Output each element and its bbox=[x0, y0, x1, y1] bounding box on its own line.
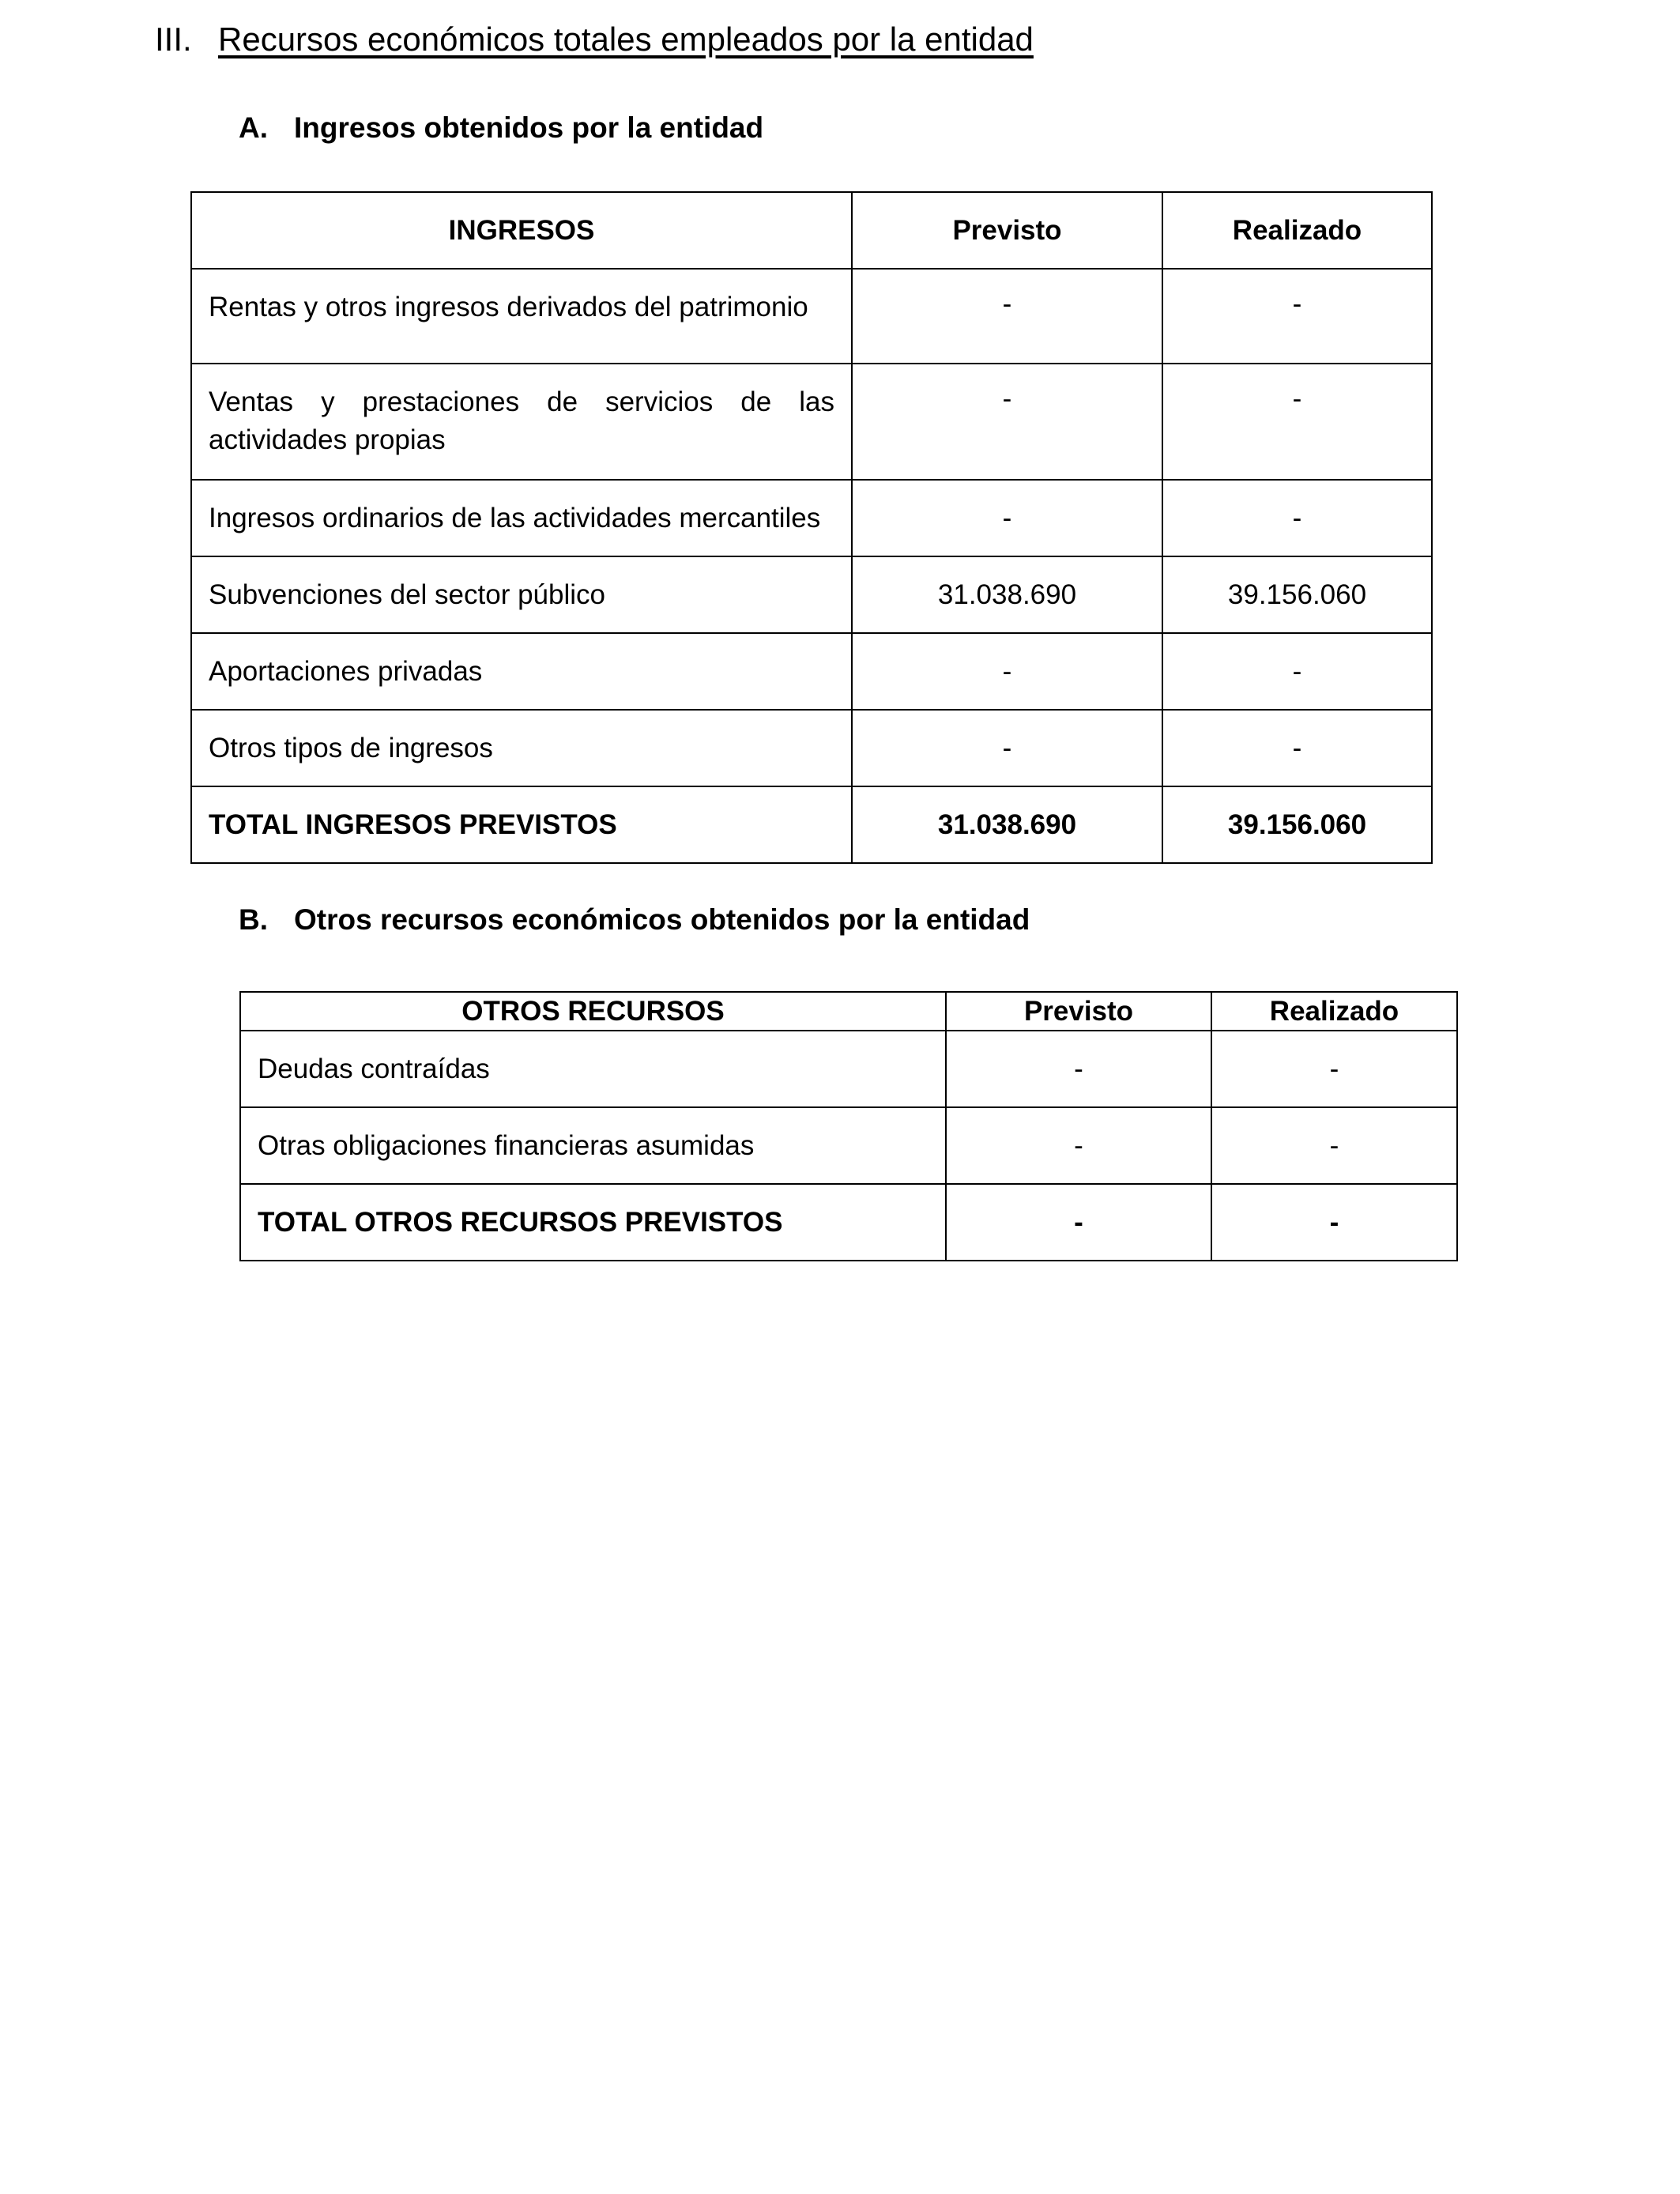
row-label: Subvenciones del sector público bbox=[191, 556, 852, 633]
row-realizado: - bbox=[1162, 633, 1432, 710]
ingresos-table bbox=[190, 191, 1433, 864]
table-row bbox=[240, 1031, 1457, 1107]
section-number: III. bbox=[155, 21, 192, 58]
row-label: Ventas y prestaciones de servicios de las actividades propias bbox=[191, 364, 852, 480]
row-realizado: - bbox=[1162, 269, 1432, 364]
row-previsto: - bbox=[852, 633, 1162, 710]
row-previsto: - bbox=[852, 710, 1162, 786]
table-row bbox=[191, 269, 1432, 364]
header-previsto: Previsto bbox=[946, 992, 1211, 1031]
row-label: Otras obligaciones financieras asumidas bbox=[240, 1107, 946, 1184]
total-previsto: - bbox=[946, 1184, 1211, 1261]
header-ingresos: INGRESOS bbox=[191, 192, 852, 269]
subsection-b-heading bbox=[239, 899, 1030, 941]
header-realizado: Realizado bbox=[1211, 992, 1457, 1031]
total-previsto: 31.038.690 bbox=[852, 786, 1162, 863]
row-label: Deudas contraídas bbox=[240, 1031, 946, 1107]
subsection-a-letter: A. bbox=[239, 111, 268, 144]
row-realizado: - bbox=[1211, 1031, 1457, 1107]
header-realizado: Realizado bbox=[1162, 192, 1432, 269]
row-label: Otros tipos de ingresos bbox=[191, 710, 852, 786]
subsection-b-letter: B. bbox=[239, 903, 268, 936]
table-total-row bbox=[191, 786, 1432, 863]
table-row bbox=[191, 480, 1432, 556]
total-realizado: 39.156.060 bbox=[1162, 786, 1432, 863]
row-label: Ingresos ordinarios de las actividades mercantiles bbox=[191, 480, 852, 556]
row-realizado: 39.156.060 bbox=[1162, 556, 1432, 633]
section-heading bbox=[155, 14, 1034, 65]
table-row bbox=[191, 710, 1432, 786]
table-header-row bbox=[191, 192, 1432, 269]
row-previsto: 31.038.690 bbox=[852, 556, 1162, 633]
otros-recursos-table bbox=[239, 991, 1458, 1261]
row-label: Aportaciones privadas bbox=[191, 633, 852, 710]
table-row bbox=[191, 556, 1432, 633]
table-row bbox=[240, 1107, 1457, 1184]
row-realizado: - bbox=[1211, 1107, 1457, 1184]
subsection-b-title: Otros recursos económicos obtenidos por la entidad bbox=[294, 903, 1030, 936]
table-row bbox=[191, 364, 1432, 480]
header-previsto: Previsto bbox=[852, 192, 1162, 269]
row-realizado: - bbox=[1162, 480, 1432, 556]
row-previsto: - bbox=[946, 1031, 1211, 1107]
total-realizado: - bbox=[1211, 1184, 1457, 1261]
subsection-a-title: Ingresos obtenidos por la entidad bbox=[294, 111, 764, 144]
row-previsto: - bbox=[946, 1107, 1211, 1184]
row-previsto: - bbox=[852, 269, 1162, 364]
row-realizado: - bbox=[1162, 364, 1432, 480]
header-otros-recursos: OTROS RECURSOS bbox=[240, 992, 946, 1031]
table-total-row bbox=[240, 1184, 1457, 1261]
table-row bbox=[191, 633, 1432, 710]
subsection-a-heading bbox=[239, 107, 763, 149]
table-header-row bbox=[240, 992, 1457, 1031]
row-label: Rentas y otros ingresos derivados del patrimonio bbox=[191, 269, 852, 364]
row-previsto: - bbox=[852, 364, 1162, 480]
section-title: Recursos económicos totales empleados por la entidad bbox=[218, 21, 1034, 58]
total-label: TOTAL OTROS RECURSOS PREVISTOS bbox=[240, 1184, 946, 1261]
total-label: TOTAL INGRESOS PREVISTOS bbox=[191, 786, 852, 863]
row-realizado: - bbox=[1162, 710, 1432, 786]
row-previsto: - bbox=[852, 480, 1162, 556]
